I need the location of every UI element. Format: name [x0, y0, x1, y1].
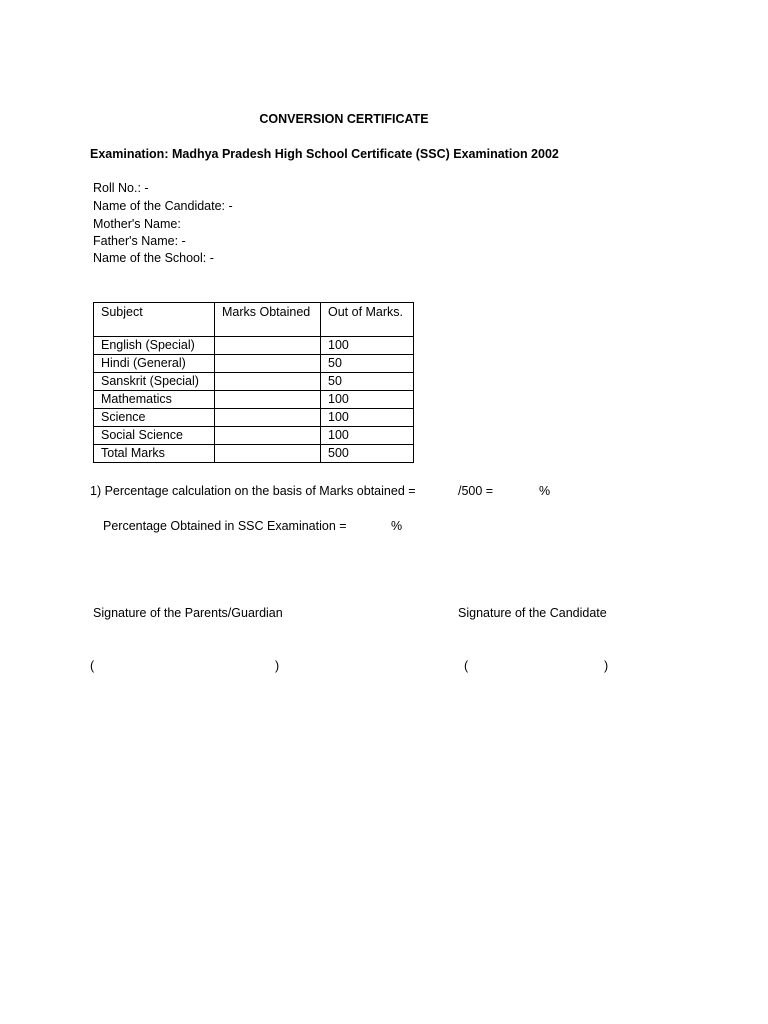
marks-obtained-cell — [215, 391, 321, 409]
father-name-label: Father's Name: - — [93, 234, 186, 248]
subject-cell: Total Marks — [94, 445, 215, 463]
marks-obtained-cell — [215, 337, 321, 355]
subject-cell: Science — [94, 409, 215, 427]
marks-obtained-cell — [215, 355, 321, 373]
marks-obtained-cell — [215, 445, 321, 463]
parent-signature-close-paren: ) — [275, 659, 280, 673]
marks-obtained-cell — [215, 373, 321, 391]
candidate-signature-open-paren: ( — [464, 659, 469, 673]
percentage-obtained-label: Percentage Obtained in SSC Examination = — [103, 519, 347, 533]
candidate-signature-label: Signature of the Candidate — [458, 606, 607, 620]
percentage-obtained-percent-sign: % — [391, 519, 403, 533]
table-row — [94, 409, 414, 427]
out-of-cell: 100 — [321, 427, 414, 445]
table-row — [94, 337, 414, 355]
parent-signature-label: Signature of the Parents/Guardian — [93, 606, 283, 620]
total-row — [94, 445, 414, 463]
subject-cell: Social Science — [94, 427, 215, 445]
out-of-cell: 500 — [321, 445, 414, 463]
subject-cell: Sanskrit (Special) — [94, 373, 215, 391]
table-header-row — [94, 303, 414, 337]
out-of-cell: 50 — [321, 355, 414, 373]
table-row — [94, 373, 414, 391]
subject-cell: English (Special) — [94, 337, 215, 355]
mother-name-label: Mother's Name: — [93, 217, 181, 231]
subject-cell: Hindi (General) — [94, 355, 215, 373]
out-of-cell: 50 — [321, 373, 414, 391]
out-of-cell: 100 — [321, 337, 414, 355]
subject-cell: Mathematics — [94, 391, 215, 409]
examination-line: Examination: Madhya Pradesh High School Certificate (SSC) Examination 2002 — [90, 147, 559, 161]
roll-no-label: Roll No.: - — [93, 181, 149, 195]
percentage-calc-percent-sign: % — [539, 484, 551, 498]
table-row — [94, 391, 414, 409]
marks-table — [93, 302, 414, 463]
candidate-name-label: Name of the Candidate: - — [93, 199, 233, 213]
certificate-title: CONVERSION CERTIFICATE — [259, 112, 429, 126]
table-row — [94, 355, 414, 373]
percentage-calc-label: 1) Percentage calculation on the basis of Marks obtained = — [90, 484, 416, 498]
parent-signature-open-paren: ( — [90, 659, 95, 673]
out-of-cell: 100 — [321, 409, 414, 427]
marks-obtained-cell — [215, 427, 321, 445]
out-of-cell: 100 — [321, 391, 414, 409]
school-name-label: Name of the School: - — [93, 251, 214, 265]
header-subject: Subject — [94, 303, 215, 337]
candidate-signature-close-paren: ) — [604, 659, 609, 673]
header-marks-obtained: Marks Obtained — [215, 303, 321, 337]
marks-obtained-cell — [215, 409, 321, 427]
table-row — [94, 427, 414, 445]
percentage-calc-denominator: /500 = — [458, 484, 494, 498]
header-out-of-marks: Out of Marks. — [321, 303, 414, 337]
